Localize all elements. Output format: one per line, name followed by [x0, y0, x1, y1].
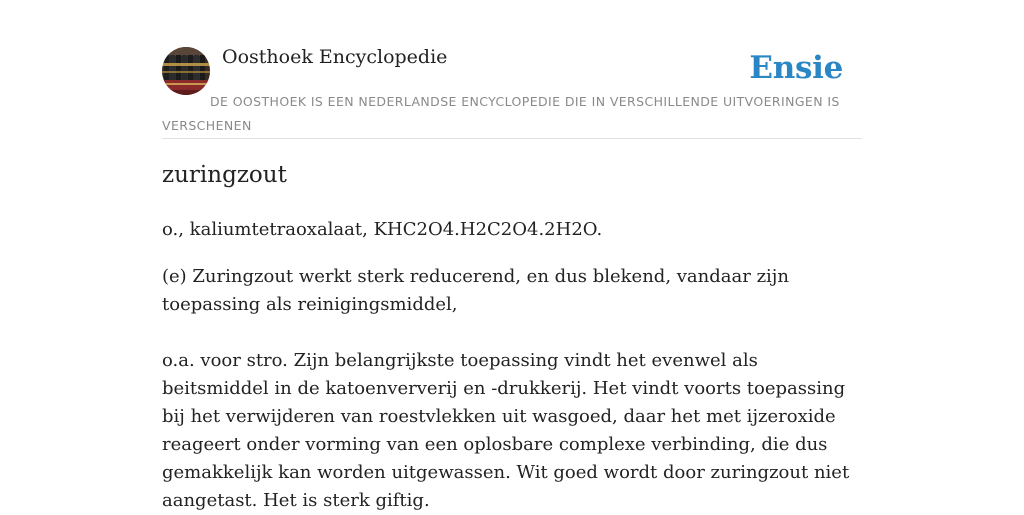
entry-content: [162, 216, 862, 515]
site-header: [162, 0, 862, 139]
brand-logo-link[interactable]: Ensie: [749, 50, 843, 86]
site-tagline: DE OOSTHOEK IS EEN NEDERLANDSE ENCYCLOPEDIE DIE IN VERSCHILLENDE UITVOERINGEN IS VERSCHENEN: [162, 94, 840, 133]
entry-paragraph: (e) Zuringzout werkt sterk reducerend, en dus blekend, vandaar zijn toepassing als reinigingsmiddel,: [162, 266, 789, 315]
entry-title: zuringzout: [162, 162, 287, 188]
page: [162, 0, 862, 512]
entry-paragraph: o.a. voor stro. Zijn belangrijkste toepassing vindt het evenwel als beitsmiddel in de katoenververij en -drukkerij. Het vindt voorts toepassing bij het verwijderen van roestvlekken uit wasgoed, daar het met ijzeroxide reageert onder vorming van een oplosbare complexe verbinding, die dus gemakkelijk kan worden uitgewassen. Wit goed wordt door zuringzout niet aangetast. Het is sterk giftig.: [162, 350, 850, 511]
entry-paragraph: o., kaliumtetraoxalaat, KHC2O4.H2C2O4.2H2O.: [162, 219, 603, 240]
encyclopedia-books-icon[interactable]: [162, 47, 210, 95]
site-title[interactable]: Oosthoek Encyclopedie: [222, 46, 448, 68]
